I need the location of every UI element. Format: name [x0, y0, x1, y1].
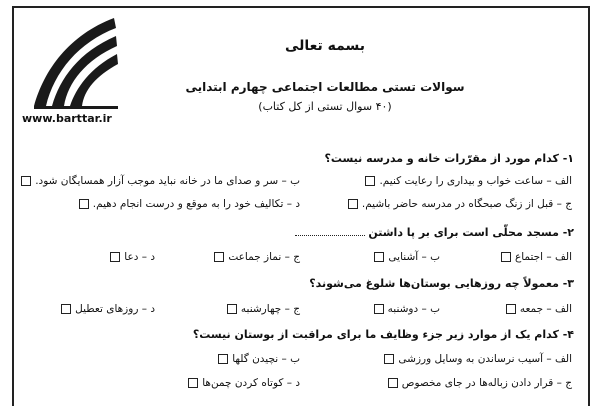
checkbox[interactable] — [348, 199, 358, 209]
checkbox[interactable] — [214, 252, 224, 262]
question-4: ۴- کدام یک از موارد زیر جزء وظایف ما برای مراقبت از بوستان نیست؟ — [192, 328, 574, 341]
page-subtitle: (۴۰ سوال تستی از کل کتاب) — [258, 100, 392, 113]
question-2-text: ۲- مسجد محلّی است برای بر پا داشتن — [368, 226, 574, 239]
option-text: د – دعا — [124, 251, 155, 263]
option — [497, 251, 572, 263]
option — [344, 198, 572, 210]
barttar-logo — [24, 10, 120, 110]
checkbox[interactable] — [374, 252, 384, 262]
option — [223, 303, 300, 315]
checkbox[interactable] — [61, 304, 71, 314]
checkbox[interactable] — [384, 354, 394, 364]
option — [210, 251, 300, 263]
option — [384, 377, 572, 389]
option-text: ب – سر و صدای ما در خانه نباید موجب آزار همسایگان شود. — [35, 175, 300, 187]
option — [184, 377, 300, 389]
option — [75, 198, 300, 210]
checkbox[interactable] — [188, 378, 198, 388]
option — [370, 303, 440, 315]
option-text: ب – دوشنبه — [387, 303, 440, 315]
option-text: الف – آسیب نرساندن به وسایل ورزشی — [398, 353, 572, 365]
checkbox[interactable] — [79, 199, 89, 209]
option-text: د – تکالیف خود را به موقع و درست انجام دهیم. — [92, 198, 300, 210]
option-text: ب – نچیدن گلها — [232, 353, 300, 365]
option — [57, 303, 155, 315]
option — [106, 251, 155, 263]
option — [361, 175, 572, 187]
checkbox[interactable] — [365, 176, 375, 186]
question-2 — [295, 226, 575, 239]
option-text: د – کوتاه کردن چمن‌ها — [202, 377, 300, 389]
option — [380, 353, 572, 365]
question-1: ۱- کدام مورد از مقرّرات خانه و مدرسه نیست؟ — [324, 152, 574, 165]
option-text: ج – قبل از زنگ صبحگاه در مدرسه حاضر باشیم. — [361, 198, 572, 210]
website-url: www.barttar.ir — [22, 112, 112, 125]
option-text: ب – آشنایی — [388, 251, 440, 263]
page-title: سوالات تستی مطالعات اجتماعی چهارم ابتدایی — [185, 80, 465, 94]
answer-blank[interactable] — [295, 235, 365, 236]
option-text: الف – ساعت خواب و بیداری را رعایت کنیم. — [379, 175, 572, 187]
option — [17, 175, 300, 187]
option-text: ج – چهارشنبه — [240, 303, 300, 315]
option-text: د – روزهای تعطیل — [75, 303, 155, 315]
option — [214, 353, 300, 365]
option-text: ج – قرار دادن زباله‌ها در جای مخصوص — [401, 377, 572, 389]
checkbox[interactable] — [21, 176, 31, 186]
option-text: الف – جمعه — [519, 303, 572, 315]
checkbox[interactable] — [227, 304, 237, 314]
checkbox[interactable] — [501, 252, 511, 262]
checkbox[interactable] — [110, 252, 120, 262]
checkbox[interactable] — [374, 304, 384, 314]
question-3: ۳- معمولاً چه روزهایی بوستان‌ها شلوغ می‌شوند؟ — [309, 277, 574, 290]
basmala: بسمه تعالی — [284, 38, 366, 54]
option-text: الف – اجتماع — [514, 251, 572, 263]
checkbox[interactable] — [388, 378, 398, 388]
option — [370, 251, 440, 263]
checkbox[interactable] — [218, 354, 228, 364]
option-text: ج – نماز جماعت — [228, 251, 300, 263]
option — [502, 303, 572, 315]
checkbox[interactable] — [506, 304, 516, 314]
